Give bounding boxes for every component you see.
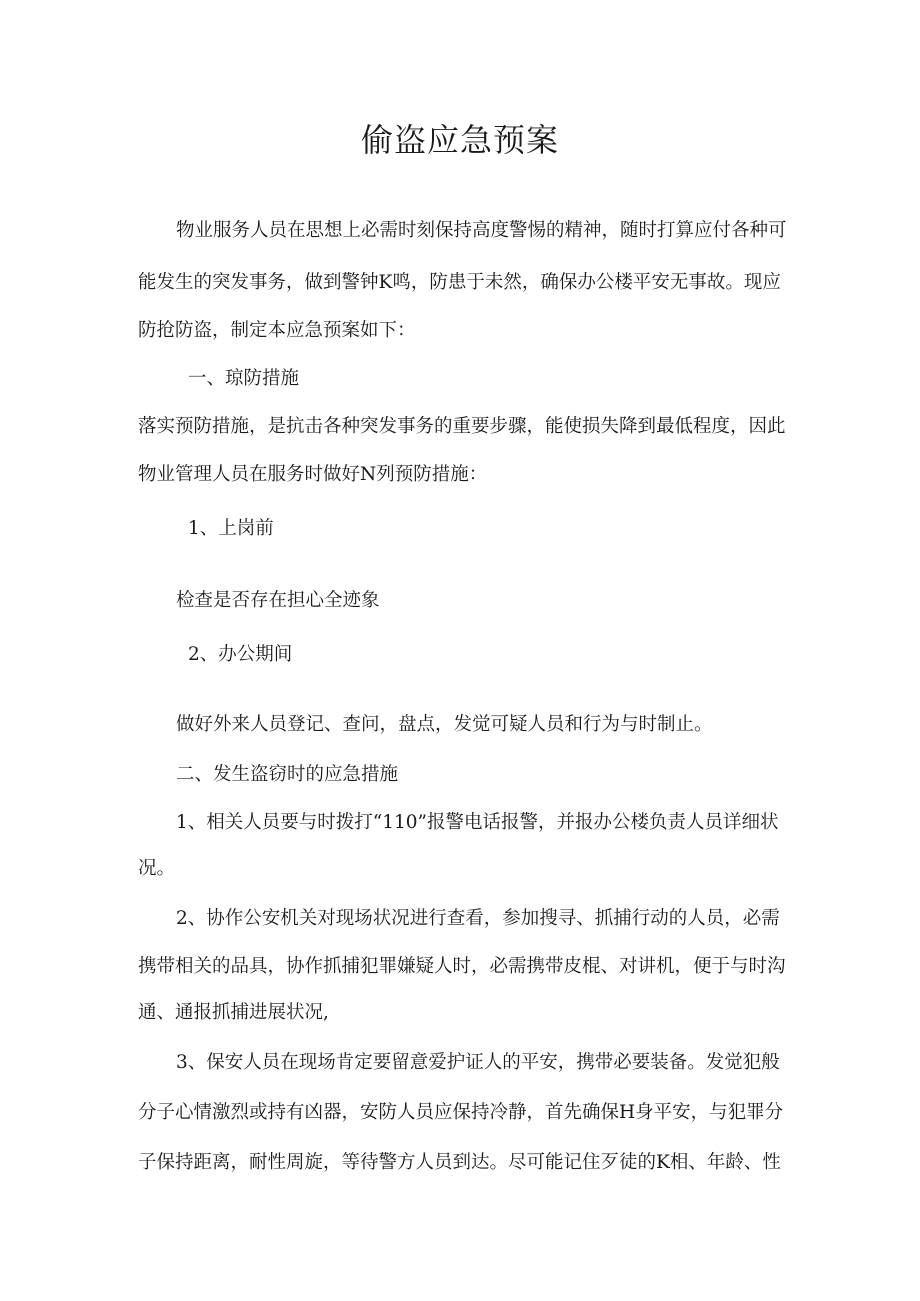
section-heading: 二、发生盗窃时的应急措施 [176, 764, 399, 785]
paragraph-line: 物业服务人员在思想上必需时刻保持高度警惕的精神，随时打算应付各种可 [176, 220, 787, 241]
paragraph-line: 1、相关人员要与时拨打“110”报警电话报警，并报办公楼负责人员详细状 [176, 812, 779, 833]
paragraph-line: 落实预防措施，是抗击各种突发事务的重要步骤，能使损失降到最低程度，因此 [138, 416, 786, 437]
paragraph-line: 做好外来人员登记、查问，盘点，发觉可疑人员和行为与时制止。 [176, 714, 713, 735]
document-title: 偷盗应急预案 [360, 121, 559, 159]
paragraph-line: 子保持距离，耐性周旋，等待警方人员到达。尽可能记住歹徒的K相、年龄、性 [138, 1152, 781, 1173]
subsection-heading: 1、上岗前 [188, 518, 274, 539]
paragraph-line: 2、协作公安机关对现场状况进行查看，参加搜寻、抓捕行动的人员，必需 [176, 908, 780, 929]
paragraph-line: 分子心情激烈或持有凶器，安防人员应保持冷静，首先确保H身平安，与犯罪分 [138, 1102, 784, 1123]
paragraph-line: 物业管理人员在服务时做好N列预防措施： [138, 464, 488, 485]
paragraph-line: 况。 [138, 858, 176, 879]
paragraph-line: 3、保安人员在现场肯定要留意爱护证人的平安，携带必要装备。发觉犯般 [176, 1052, 780, 1073]
paragraph-line: 能发生的突发事务，做到警钟K鸣，防患于未然，确保办公楼平安无事故。现应 [138, 272, 781, 293]
paragraph-line: 通、通报抓捕进展状况, [138, 1002, 329, 1023]
paragraph-line: 携带相关的品具，协作抓捕犯罪嫌疑人时，必需携带皮棍、对讲机，便于与时沟 [138, 956, 786, 977]
paragraph-line: 防抢防盗，制定本应急预案如下： [138, 320, 416, 341]
section-heading: 一、琼防措施 [188, 368, 300, 389]
paragraph-line: 检查是否存在担心全迹象 [176, 590, 380, 611]
subsection-heading: 2、办公期间 [188, 644, 293, 665]
